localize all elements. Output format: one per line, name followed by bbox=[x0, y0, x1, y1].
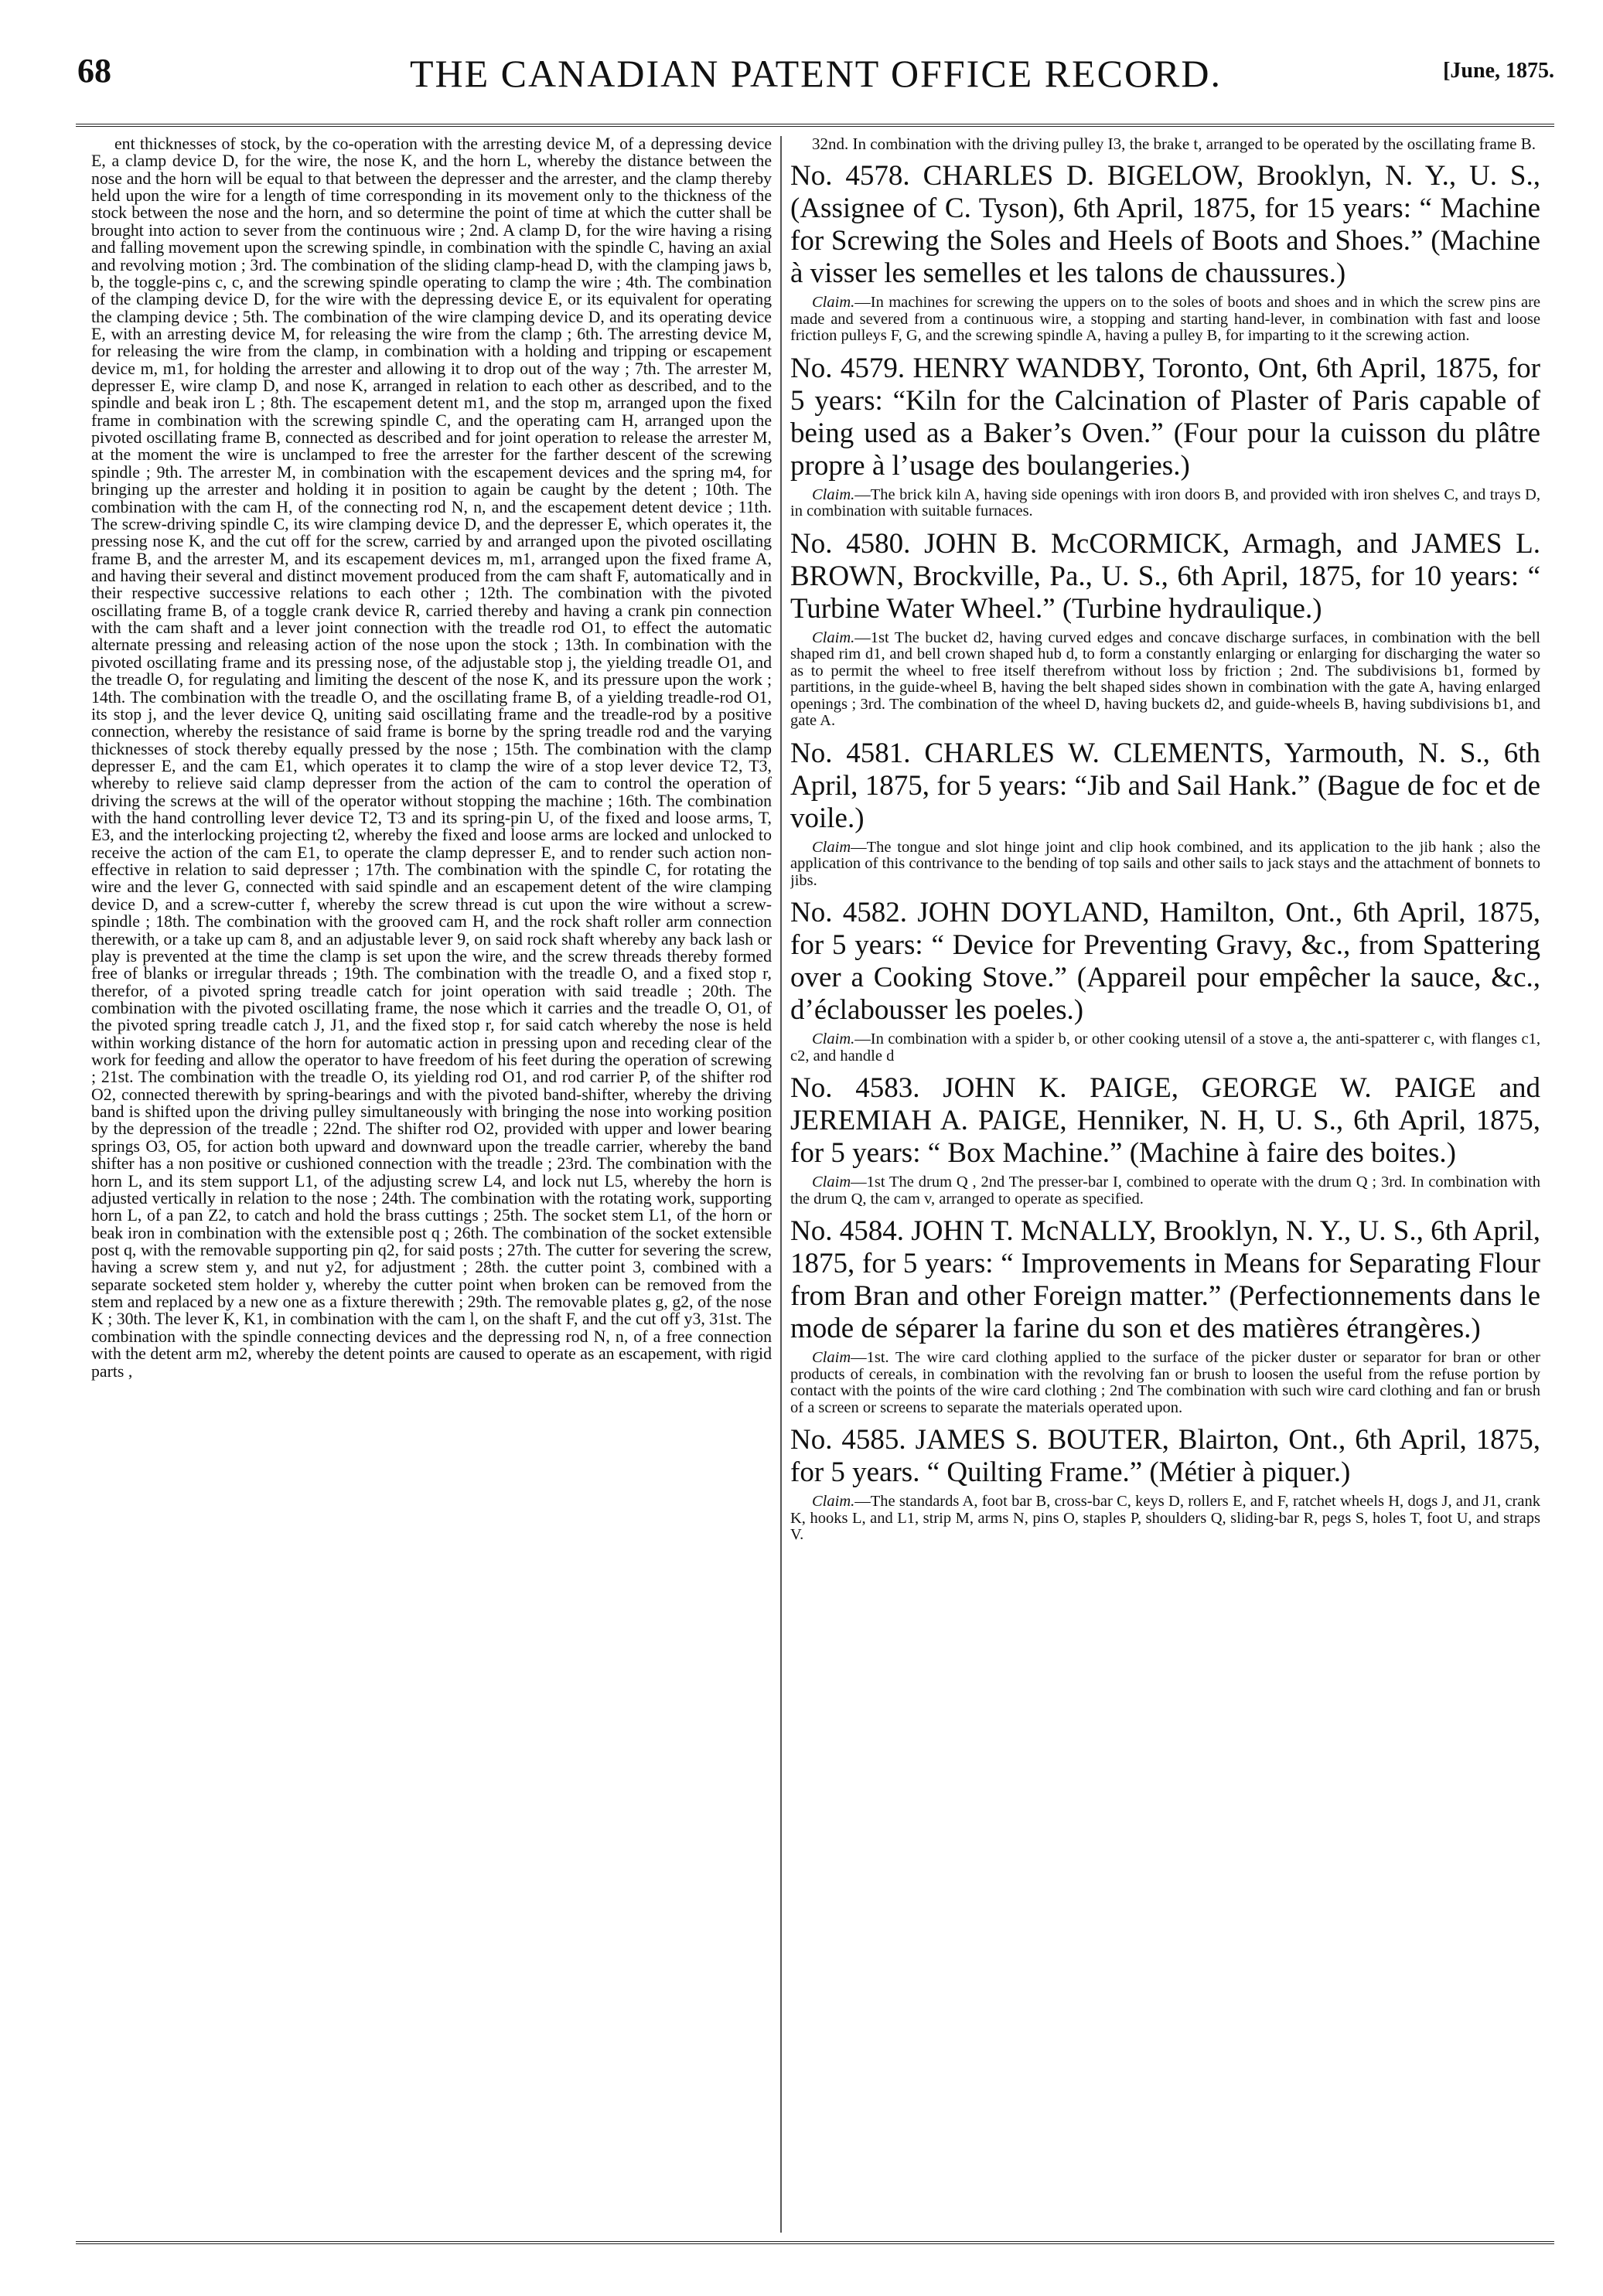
patent-heading bbox=[790, 528, 1540, 625]
patent-number: No. 4580. bbox=[790, 527, 911, 560]
patent-title: JOHN T. McNALLY, Brooklyn, N. Y., U. S., 6th April, 1875, for 5 years: “ Improvements in Means for Separating Flour from Bran and other Foreign matter.” (Perfectionnements dans le mode de séparer la farine du son et des matières étrangères.) bbox=[790, 1215, 1540, 1344]
page-number: 68 bbox=[77, 52, 111, 90]
patent-entry bbox=[790, 1424, 1540, 1544]
page-header bbox=[77, 51, 1554, 97]
patent-entry bbox=[790, 1072, 1540, 1208]
patent-heading bbox=[790, 897, 1540, 1027]
patent-claim bbox=[790, 840, 1540, 890]
patent-number: No. 4583. bbox=[790, 1072, 920, 1104]
claim-label: Claim bbox=[812, 1174, 851, 1191]
patent-heading bbox=[790, 160, 1540, 290]
patent-entry bbox=[790, 160, 1540, 345]
claim-label: Claim. bbox=[812, 629, 855, 646]
column-divider bbox=[780, 136, 782, 2233]
patent-number: No. 4579. bbox=[790, 352, 906, 384]
continued-claims-text: ent thicknesses of stock, by the co-operation with the arresting device M, of a depressing device E, a clamp device D, for the wire, the nose K, and the horn L, whereby the distance between the nose and the horn will be equal to that between the depresser and the arrester, and the clamp thereby held upon the wire for a length of time corresponding in its movement only to the thickness of the stock between the nose and the horn, and so determine the point of time at which the cutter shall be brought into action to sever from the continuous wire ; 2nd. A clamp D, for the wire having a rising and falling movement upon the screwing spindle, in combination with the spindle C, having an axial and revolving motion ; 3rd. The combination of the sliding clamp-head D, with the clamping jaws b, b, the toggle-pins c, c, and the screwing spindle operating to clamp the wire ; 4th. The combination of the clamping device D, for the wire with the depressing device E, or its equivalent for operating the clamping device ; 5th. The combination of the wire clamping device D, and its operating device E, with an arresting device M, for releasing the wire from the clamp ; 6th. The arresting device M, for releasing the wire from the clamp, in combination with a holding and tripping or escapement device m, m1, for holding the arrester and allowing it to drop out of the way ; 7th. The arrester M, depresser E, wire clamp D, and nose K, arranged in relation to each other as described, and to the spindle and beak iron L ; 8th. The escapement detent m1, and the stop m, arranged upon the fixed frame in combination with the screwing spindle C, and the operating cam H, arranged upon the pivoted oscillating frame B, connected as described and for joint operation to release the arrester M, at the moment the wire is unclamped to free the arrester for the farther descent of the screwing spindle ; 9th. The arrester M, in combination with the escapement devices and the spring m4, for bringing up the arrester and holding it in position to again be caught by the detent ; 10th. The combination with the cam H, of the connecting rod N, n, and the escapement detent device ; 11th. The screw-driving spindle C, its wire clamping device D, and the depresser E, which operates it, the pressing nose K, and the cut off for the screw, carried by and arranged upon the pivoted oscillating frame B, and the arrester M, and its escapement devices m, m1, arranged upon the fixed frame A, and having their several and distinct movement produced from the cam shaft F, automatically and in their respective successive relations to each other ; 12th. The combination with the pivoted oscillating frame B, of a toggle crank device R, carried thereby and having a crank pin connection with the cam shaft and a lever joint connection with the treadle rod O1, to effect the automatic alternate pressing and releasing action of the nose upon the stock ; 13th. In combination with the pivoted oscillating frame and its pressing nose, of the adjustable stop j, the yielding treadle O1, and the treadle O, for regulating and limiting the descent of the nose K, and its pressure upon the work ; 14th. The combination with the treadle O, and the oscillating frame B, of a yielding treadle-rod O1, its stop j, and the lever device Q, uniting said oscillating frame and the treadle-rod by a positive connection, whereby the resistance of said frame is borne by the spring treadle rod and the varying thicknesses of stock thereby equally pressed by the nose ; 15th. The combination with the clamp depresser E, and the cam E1, which operates it to clamp the wire of a stop lever device T2, T3, whereby to relieve said clamp depresser from the action of the cam to control the operation of driving the screws at the will of the operator without stopping the machine ; 16th. The combination with the hand controlling lever device T2, T3 and its spring-pin U, of the fixed and loose arms, T, E3, and the interlocking projecting t2, whereby the fixed and loose arms are locked and unlocked to receive the action of the cam E1, to operate the clamp depresser E, and to render such action non-effective in relation to said depresser ; 17th. The combination with the spindle C, for rotating the wire and the lever G, connected with said spindle and an escapement detent of the wire clamping device D, and a screw-cutter f, whereby the screw thread is cut upon the wire without a screw-spindle ; 18th. The combination with the grooved cam H, and the rock shaft roller arm connection therewith, or a take up cam 8, and an adjustable lever 9, on said rock shaft whereby any back lash or play is prevented at the time the clamp is set upon the wire, and the screw threads thereby formed free of blanks or irregular threads ; 19th. The combination with the treadle O, and a fixed stop r, therefor, of a pivoted spring treadle catch for joint operation with said treadle ; 20th. The combination with the pivoted oscillating frame, the nose which it carries and the treadle O, O1, of the pivoted spring treadle catch J, J1, and the fixed stop r, for said catch whereby the nose is held within working distance of the horn for automatic action in pressing upon and receding clear of the work for feeding and allow the operator to have freedom of his feet during the operation of screwing ; 21st. The combination with the treadle O, its yielding rod O1, and rod carrier P, of the shifter rod O2, connected therewith by spring-bearings and with the pivoted band-shifter, whereby the driving band is shifted upon the driving pulley simultaneously with bringing the nose into working position by the depression of the treadle ; 22nd. The shifter rod O2, provided with upper and lower bearing springs O3, O5, for action both upward and downward upon the treadle carrier, whereby the band shifter has a non positive or cushioned connection with the treadle ; 23rd. The combination with the horn L, and its stem support L1, of the adjusting screw L4, and lock nut L5, whereby the horn is adjusted vertically in relation to the nose ; 24th. The combination with the rotating work, supporting horn L, of a pan Z2, to catch and hold the brass cuttings ; 25th. The socket stem L1, of the horn or beak iron in combination with the extensible post q ; 26th. The combination of the socket extensible post q, with the removable supporting pin q2, for said posts ; 27th. The cutter for severing the screw, having a screw stem y, and nut y2, for adjustment ; 28th. the cutter point 3, combined with a separate socketed stem holder y, whereby the cutter point when broken can be removed from the stem and replaced by a new one as a fixture therewith ; 29th. The removable plates g, g2, of the nose K ; 30th. The lever K, K1, in combination with the cam l, on the shaft F, and the cut off y3, 31st. The combination with the spindle connecting devices and the depressing rod N, n, of a free connection with the detent arm m2, whereby the detent points are caused to operate as an escapement, with rigid parts , bbox=[91, 135, 772, 1381]
claim-text: —In machines for screwing the uppers on to the soles of boots and shoes and in which the screw pins are made and severed from a continuous wire, a stopping and starting hand-lever, in combination with fast and loose friction pulleys F, G, and the screwing spindle A, having a pulley B, for imparting to it the screwing action. bbox=[790, 294, 1540, 344]
claim-label: Claim. bbox=[812, 294, 855, 311]
claim-text: —The tongue and slot hinge joint and clip hook combined, and its application to the jib hank ; also the application of this contrivance to the bending of top sails and other sails to jack stays and the attachment of bonnets to jibs. bbox=[790, 838, 1540, 889]
patent-entry bbox=[790, 353, 1540, 520]
patent-heading bbox=[790, 353, 1540, 482]
patent-entry bbox=[790, 1215, 1540, 1416]
patent-heading bbox=[790, 1215, 1540, 1345]
claim-label: Claim. bbox=[812, 1493, 855, 1510]
claim-text: —1st The drum Q , 2nd The presser-bar I, combined to operate with the drum Q ; 3rd. In combination with the drum Q, the cam v, arranged to operate as specified. bbox=[790, 1174, 1540, 1208]
patent-title: JOHN K. PAIGE, GEORGE W. PAIGE and JEREMIAH A. PAIGE, Henniker, N. H, U. S., 6th April, 1875, for 5 years: “ Box Machine.” (Machine à faire des boites.) bbox=[790, 1072, 1540, 1169]
patent-claim bbox=[790, 1174, 1540, 1208]
patent-entry bbox=[790, 528, 1540, 730]
claim-text: —The standards A, foot bar B, cross-bar C, keys D, rollers E, and F, ratchet wheels H, dogs J, and J1, crank K, hooks L, and L1, strip M, arms N, pins O, staples P, shoulders Q, sliding-bar R, pegs S, holes T, foot U, and straps V. bbox=[790, 1493, 1540, 1543]
patent-entry bbox=[790, 738, 1540, 890]
patent-claim bbox=[790, 1350, 1540, 1416]
patent-title: JOHN B. McCORMICK, Armagh, and JAMES L. BROWN, Brockville, Pa., U. S., 6th April, 1875, for 10 years: “ Turbine Water Wheel.” (Turbine hydraulique.) bbox=[790, 527, 1540, 625]
claim-text: —The brick kiln A, having side openings with iron doors B, and provided with iron shelves C, and trays D, in combination with suitable furnaces. bbox=[790, 485, 1540, 519]
patent-title: CHARLES D. BIGELOW, Brooklyn, N. Y., U. S., (Assignee of C. Tyson), 6th April, 1875, for 15 years: “ Machine for Screwing the Soles and Heels of Boots and Shoes.” (Machine à visser les semelles et les talons de chaussures.) bbox=[790, 160, 1540, 289]
claim-label: Claim. bbox=[812, 485, 855, 503]
issue-date: [June, 1875. bbox=[1443, 59, 1554, 83]
patent-heading bbox=[790, 738, 1540, 835]
patent-entry bbox=[790, 897, 1540, 1065]
patent-title: JAMES S. BOUTER, Blairton, Ont., 6th April, 1875, for 5 years. “ Quilting Frame.” (Métier à piquer.) bbox=[790, 1424, 1540, 1488]
patent-claim bbox=[790, 630, 1540, 730]
patent-claim bbox=[790, 1031, 1540, 1065]
patent-number: No. 4581. bbox=[790, 737, 911, 769]
patent-heading bbox=[790, 1424, 1540, 1489]
continued-claim-32nd: 32nd. In combination with the driving pulley I3, the brake t, arranged to be operated by the oscillating frame B. bbox=[812, 135, 1536, 153]
claim-text: —1st The bucket d2, having curved edges and concave discharge surfaces, in combination with the bell shaped rim d1, and bell crown shaped hub d, to form a constantly enlarging or enlarging for discharging the water so as to permit the wheel to free itself therefrom without loss by friction ; 2nd. The subdivisions b1, formed by partitions, in the guide-wheel B, having the belt shaped sides shown in combination with the gate A, having enlarged openings ; 3rd. The combination of the wheel D, having buckets d2, and guide-wheels B, having subdivisions b1, and gate A. bbox=[790, 629, 1540, 729]
patent-number: No. 4582. bbox=[790, 897, 908, 928]
claim-text: —1st. The wire card clothing applied to the surface of the picker duster or separator for bran or other products of cereals, in combination with the revolving fan or brush to loosen the useful from the refuse portion by contact with the points of the wire card clothing ; 2nd The combination with such wire card clothing and fan or brush of a screen or screens to separate the materials operated upon. bbox=[790, 1349, 1540, 1416]
patent-title: JOHN DOYLAND, Hamilton, Ont., 6th April, 1875, for 5 years: “ Device for Preventing Gravy, &c., from Spattering over a Cooking Stove.” (Appareil pour empêcher la sauce, &c., d’éclabousser les poeles.) bbox=[790, 897, 1540, 1026]
patent-number: No. 4585. bbox=[790, 1424, 906, 1456]
patent-number: No. 4584. bbox=[790, 1215, 905, 1247]
left-column bbox=[91, 135, 772, 2232]
patent-claim bbox=[790, 1494, 1540, 1544]
patent-claim bbox=[790, 487, 1540, 520]
claim-label: Claim. bbox=[812, 1030, 855, 1048]
patent-number: No. 4578. bbox=[790, 160, 910, 192]
publication-title: THE CANADIAN PATENT OFFICE RECORD. bbox=[409, 52, 1223, 95]
patent-heading bbox=[790, 1072, 1540, 1170]
patent-title: HENRY WANDBY, Toronto, Ont, 6th April, 1875, for 5 years: “Kiln for the Calcination of Plaster of Paris capable of being used as a Baker’s Oven.” (Four pour la cuisson du plâtre propre à l’usage des boulangeries.) bbox=[790, 352, 1540, 482]
claim-text: —In combination with a spider b, or other cooking utensil of a stove a, the anti-spatterer c, with flanges c1, c2, and handle d bbox=[790, 1030, 1540, 1065]
patent-title: CHARLES W. CLEMENTS, Yarmouth, N. S., 6th April, 1875, for 5 years: “Jib and Sail Hank.” (Bague de foc et de voile.) bbox=[790, 737, 1540, 834]
right-column bbox=[790, 135, 1540, 2232]
claim-label: Claim bbox=[812, 1349, 851, 1366]
claim-label: Claim bbox=[812, 838, 851, 856]
patent-entries bbox=[790, 160, 1540, 1544]
patent-claim bbox=[790, 295, 1540, 345]
